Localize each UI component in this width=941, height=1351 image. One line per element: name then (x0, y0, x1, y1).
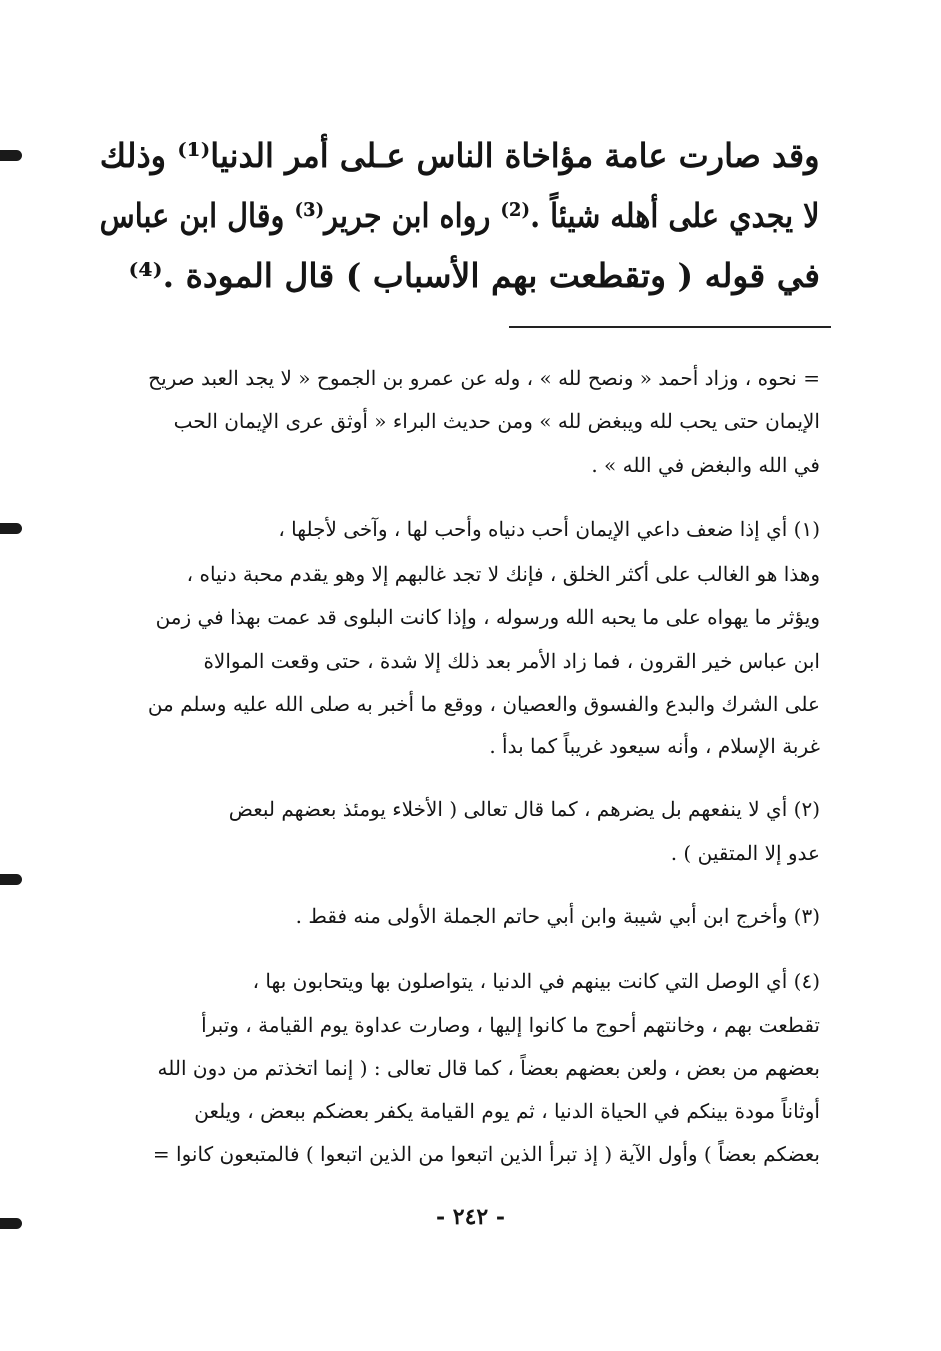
footnote-continuation-line: في الله والبغض في الله » . (591, 453, 820, 477)
footnote-1-line: (١) أي إذا ضعف داعي الإيمان أحب دنياه وأحب لها ، وآخى لأجلها ، (278, 517, 820, 541)
footnote-3-line: (٣) وأخرج ابن أبي شيبة وابن أبي حاتم الجملة الأولى منه فقط . (295, 904, 820, 928)
main-text-line: لا يجدي على أهله شيئاً .⁽²⁾ رواه ابن جرير⁽³⁾ وقال ابن عباس (100, 196, 820, 235)
footnote-continuation-line: الإيمان حتى يحب لله ويبغض لله » ومن حديث البراء « أوثق عرى الإيمان الحب (173, 409, 820, 433)
footnote-4-line: (٤) أي الوصل التي كانت بينهم في الدنيا ، يتواصلون بها ويتحابون بها ، (252, 969, 820, 993)
main-text-line: في قوله ( وتقطعت بهم الأسباب ) قال المودة .⁽⁴⁾ (128, 256, 820, 295)
footnote-4-line: بعضكم بعضاً ) وأول الآية ( إذ تبرأ الذين اتبعوا من الذين اتبعوا ) فالمتبعون كانوا = (152, 1142, 820, 1166)
footnote-1-line: غربة الإسلام ، وأنه سيعود غريباً كما بدأ . (489, 734, 820, 758)
footnote-1-line: على الشرك والبدع والفسوق والعصيان ، ووقع ما أخبر به صلى الله عليه وسلم من (147, 692, 820, 716)
page-number: - ٢٤٢ - (435, 1204, 506, 1230)
footnote-2-line: (٢) أي لا ينفعهم بل يضرهم ، كما قال تعالى ( الأخلاء يومئذ بعضهم لبعض (228, 797, 820, 821)
footnote-1-line: ابن عباس خير القرون ، فما زاد الأمر بعد ذلك إلا شدة ، حتى وقعت الموالاة (203, 649, 820, 673)
main-text-line: وقد صارت عامة مؤاخاة الناس عـلى أمر الدنيا⁽¹⁾ وذلك (100, 136, 821, 175)
footnote-4-line: بعضهم من بعض ، ولعن بعضهم بعضاً ، كما قال تعالى : ( إنما اتخذتم من دون الله (157, 1056, 820, 1080)
footnote-4-line: تقطعت بهم ، وخانتهم أحوج ما كانوا إليها ، وصارت عداوة يوم القيامة ، وتبرأ (201, 1013, 820, 1037)
footnote-1-line: وهذا هو الغالب على أكثر الخلق ، فإنك لا تجد غالبهم إلا وهو يقدم محبة دنياه ، (186, 562, 820, 586)
binding-mark (0, 523, 22, 534)
footnote-1-line: ويؤثر ما يهواه على ما يحبه الله ورسوله ، وإذا كانت البلوى قد عمت بهذا في زمن (155, 605, 820, 629)
footnote-2-line: عدو إلا المتقين ) . (670, 841, 820, 865)
binding-mark (0, 874, 22, 885)
footnote-divider (509, 326, 831, 328)
footnote-4-line: أوثاناً مودة بينكم في الحياة الدنيا ، ثم يوم القيامة يكفر بعضكم ببعض ، ويلعن (194, 1099, 820, 1123)
binding-mark (0, 150, 22, 161)
footnote-continuation-line: = نحوه ، وزاد أحمد « ونصح لله » ، وله عن عمرو بن الجموح « لا يجد العبد صريح (148, 366, 820, 390)
